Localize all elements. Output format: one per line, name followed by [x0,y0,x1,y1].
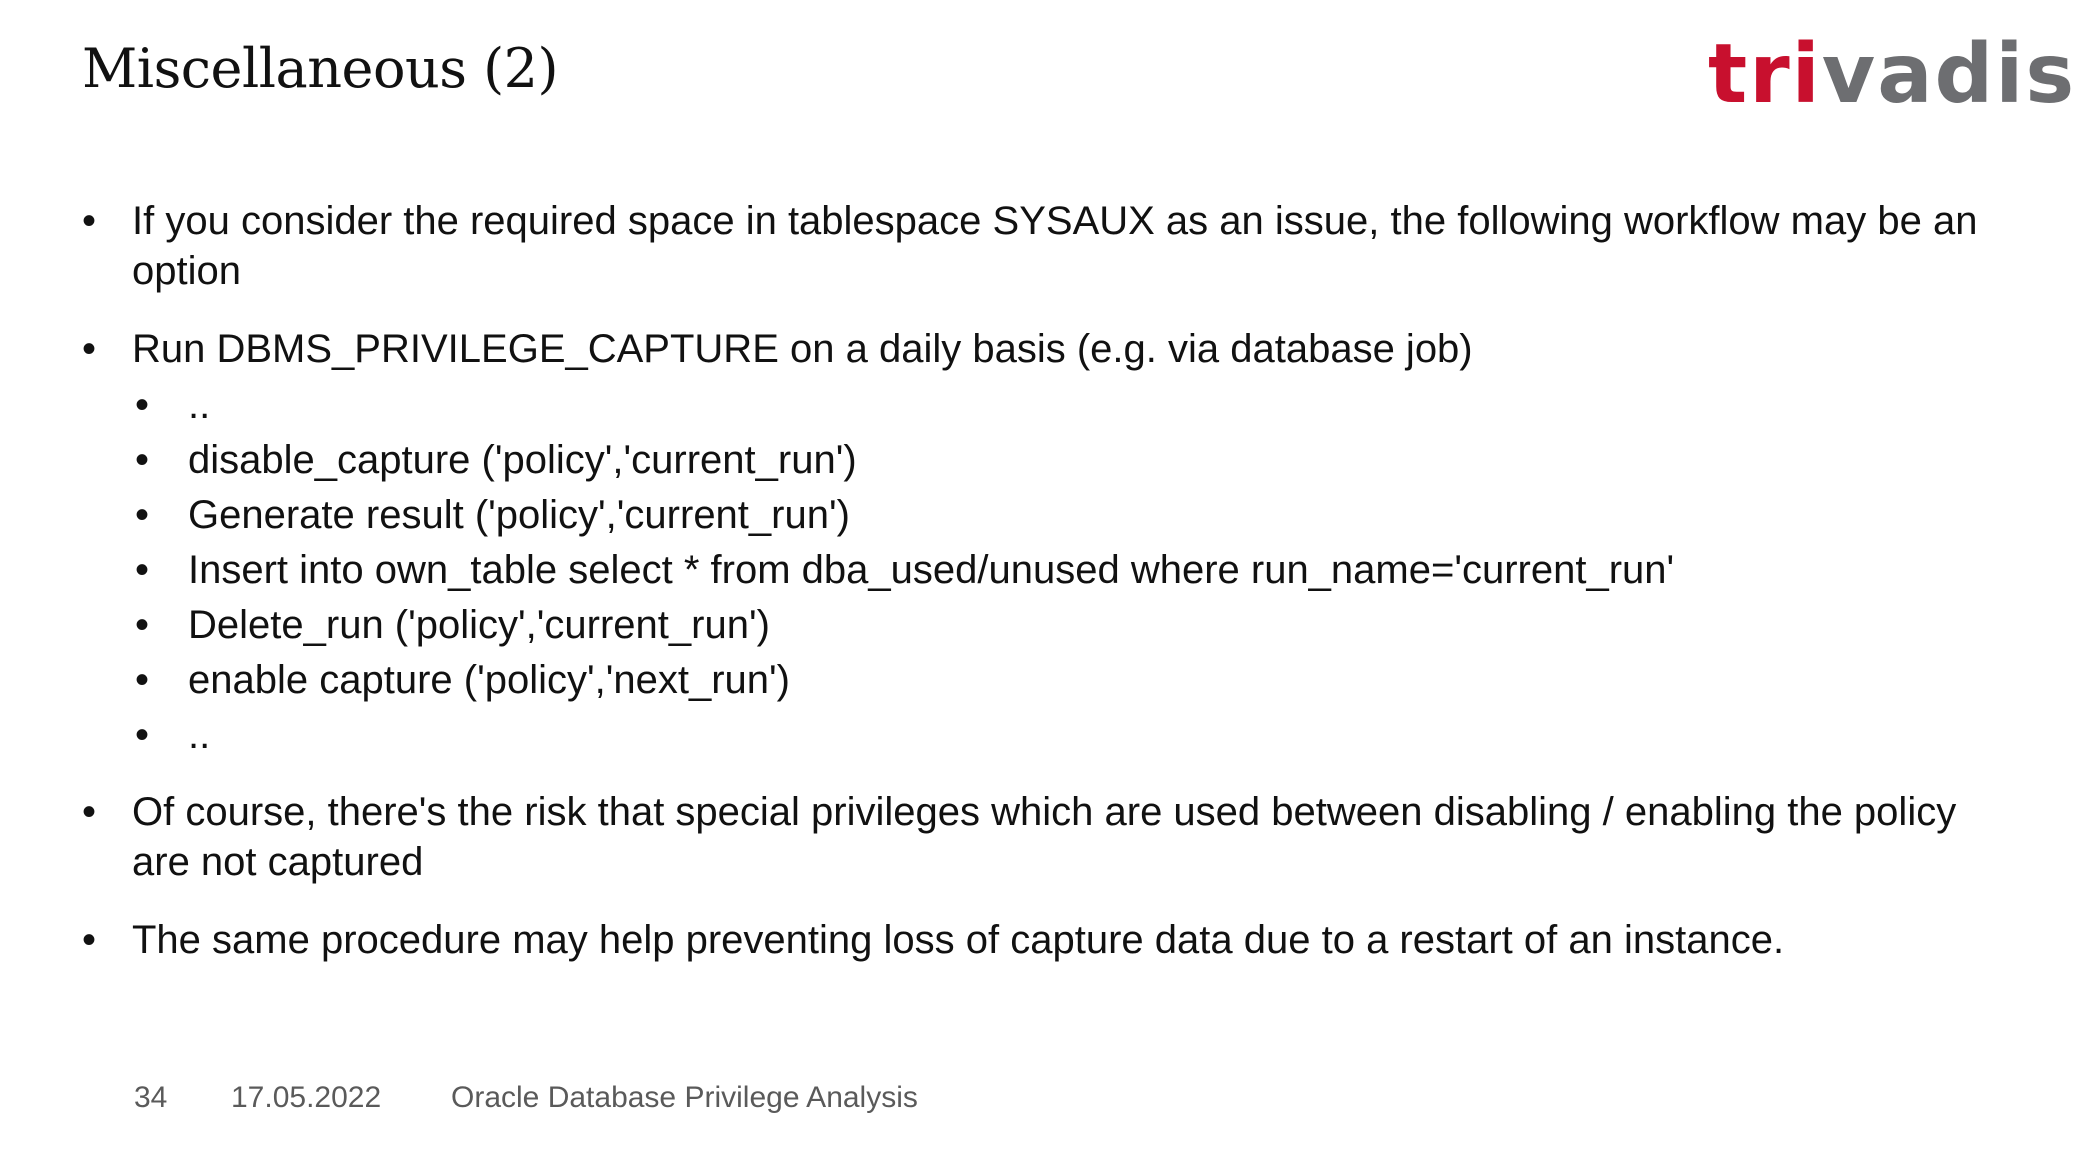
slide-content [82,196,2002,993]
bullet-item-workflow [82,324,2002,374]
bullet-text: Run DBMS_PRIVILEGE_CAPTURE on a daily basis (e.g. via database job) [132,327,1473,371]
footer-page-number: 34 [134,1081,168,1114]
footer-presentation-title: Oracle Database Privilege Analysis [451,1081,918,1114]
sub-bullet-item: • disable_capture ('policy','current_run') [135,433,2002,488]
sub-bullet-item: • Generate result ('policy','current_run') [135,488,2002,543]
slide-title: Miscellaneous (2) [82,37,559,100]
bullet-item: • If you consider the required space in tablespace SYSAUX as an issue, the following workflow may be an option [82,196,2002,296]
sub-bullet-list [82,378,2002,763]
logo-text-grey: vadis [1821,27,2076,122]
logo-text-red: tri [1708,27,1822,122]
bullet-item: • The same procedure may help preventing loss of capture data due to a restart of an instance. [82,915,2002,965]
sub-bullet-item: • Insert into own_table select * from dba_used/unused where run_name='current_run' [135,543,2002,598]
sub-bullet-item: • .. [135,378,2002,433]
footer-date: 17.05.2022 [231,1081,382,1114]
sub-bullet-item: • enable capture ('policy','next_run') [135,653,2002,708]
trivadis-logo [1708,27,2076,122]
bullet-item: • Of course, there's the risk that special privileges which are used between disabling / enabling the policy are not captured [82,787,2002,887]
sub-bullet-item: • .. [135,708,2002,763]
sub-bullet-item: • Delete_run ('policy','current_run') [135,598,2002,653]
